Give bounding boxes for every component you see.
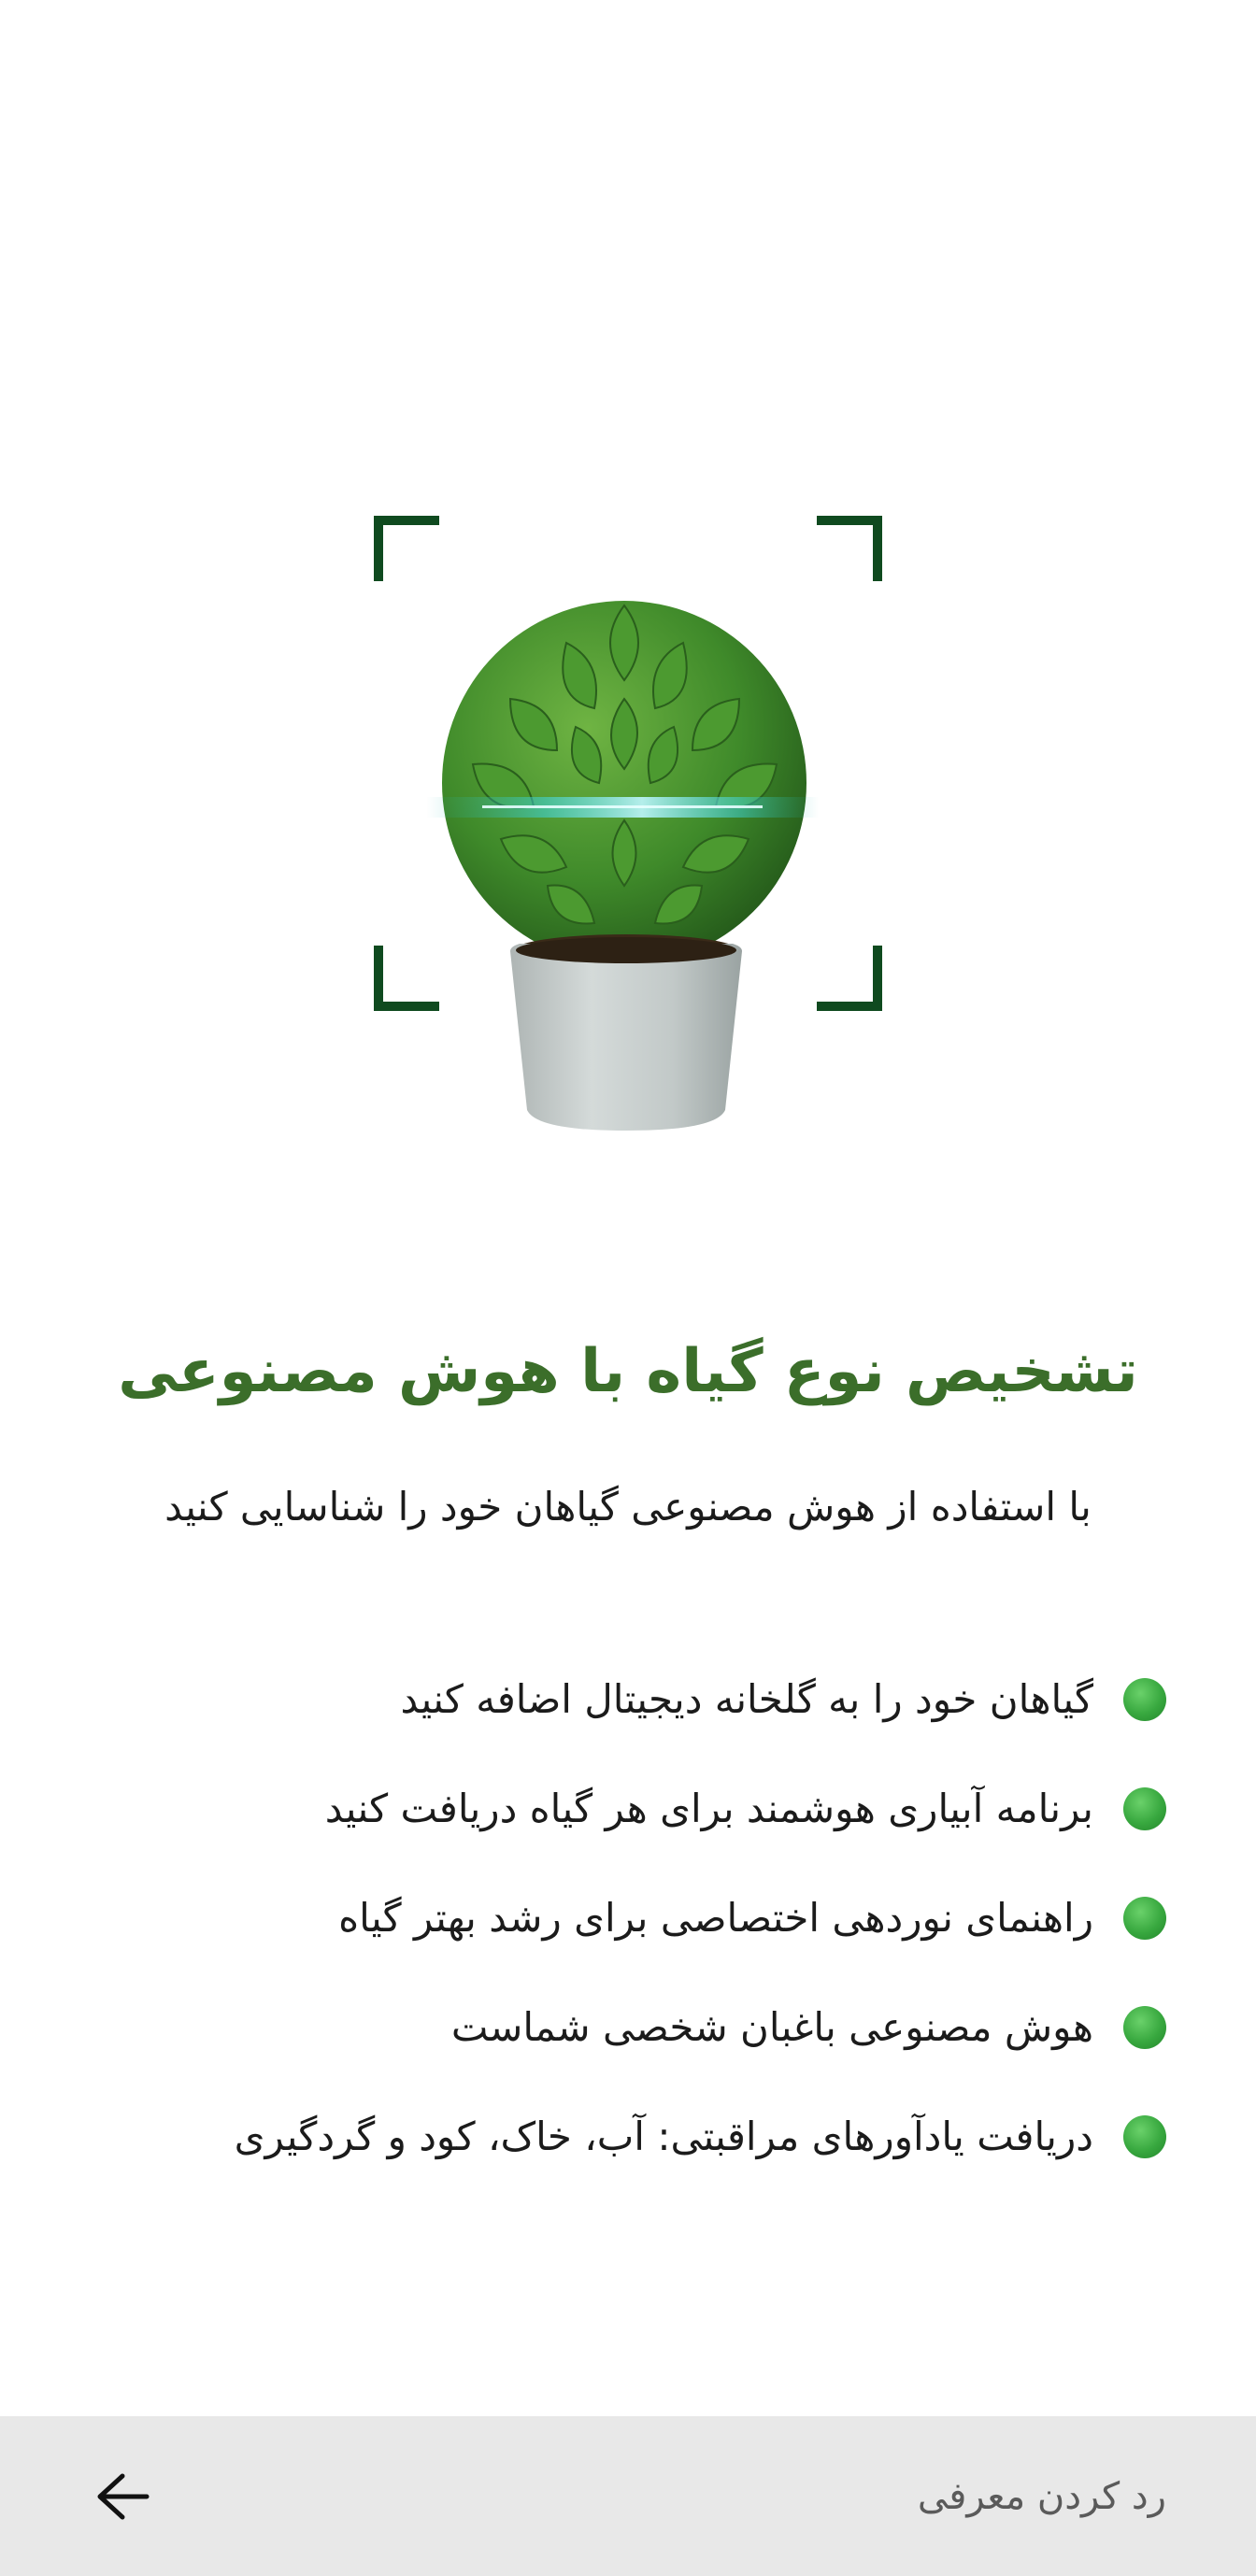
feature-item: [45, 1754, 1166, 1863]
feature-text: راهنمای نوردهی اختصاصی برای رشد بهتر گیاه: [338, 1894, 1093, 1941]
feature-item: [45, 1863, 1166, 1972]
scan-frame-corner-bottom-left: [374, 946, 439, 1011]
arrow-left-icon: [94, 2472, 150, 2521]
green-bullet-icon: [1123, 1787, 1166, 1830]
page-subtitle: با استفاده از هوش مصنوعی گیاهان خود را شناسایی کنید: [164, 1484, 1092, 1530]
plant-scan-illustration: [370, 512, 886, 1138]
feature-item: [45, 1644, 1166, 1754]
bottom-navigation-bar: [0, 2416, 1256, 2576]
page-title: تشخیص نوع گیاه با هوش مصنوعی: [118, 1337, 1138, 1406]
green-bullet-icon: [1123, 2115, 1166, 2158]
back-button[interactable]: [77, 2463, 168, 2530]
potted-plant-image: [370, 512, 886, 1138]
scan-frame-corner-top-right: [817, 516, 882, 581]
green-bullet-icon: [1123, 2006, 1166, 2049]
feature-item: [45, 2082, 1166, 2191]
scan-frame-corner-top-left: [374, 516, 439, 581]
skip-intro-button[interactable]: رد کردن معرفی: [917, 2475, 1166, 2518]
green-bullet-icon: [1123, 1897, 1166, 1940]
feature-text: گیاهان خود را به گلخانه دیجیتال اضافه کنید: [400, 1675, 1093, 1722]
feature-text: دریافت یادآورهای مراقبتی: آب، خاک، کود و گردگیری: [234, 2113, 1093, 2159]
feature-text: برنامه آبیاری هوشمند برای هر گیاه دریافت کنید: [324, 1785, 1093, 1831]
green-bullet-icon: [1123, 1678, 1166, 1721]
feature-text: هوش مصنوعی باغبان شخصی شماست: [450, 2003, 1093, 2050]
scan-frame-corner-bottom-right: [817, 946, 882, 1011]
feature-list: [45, 1644, 1166, 2191]
feature-item: [45, 1972, 1166, 2082]
